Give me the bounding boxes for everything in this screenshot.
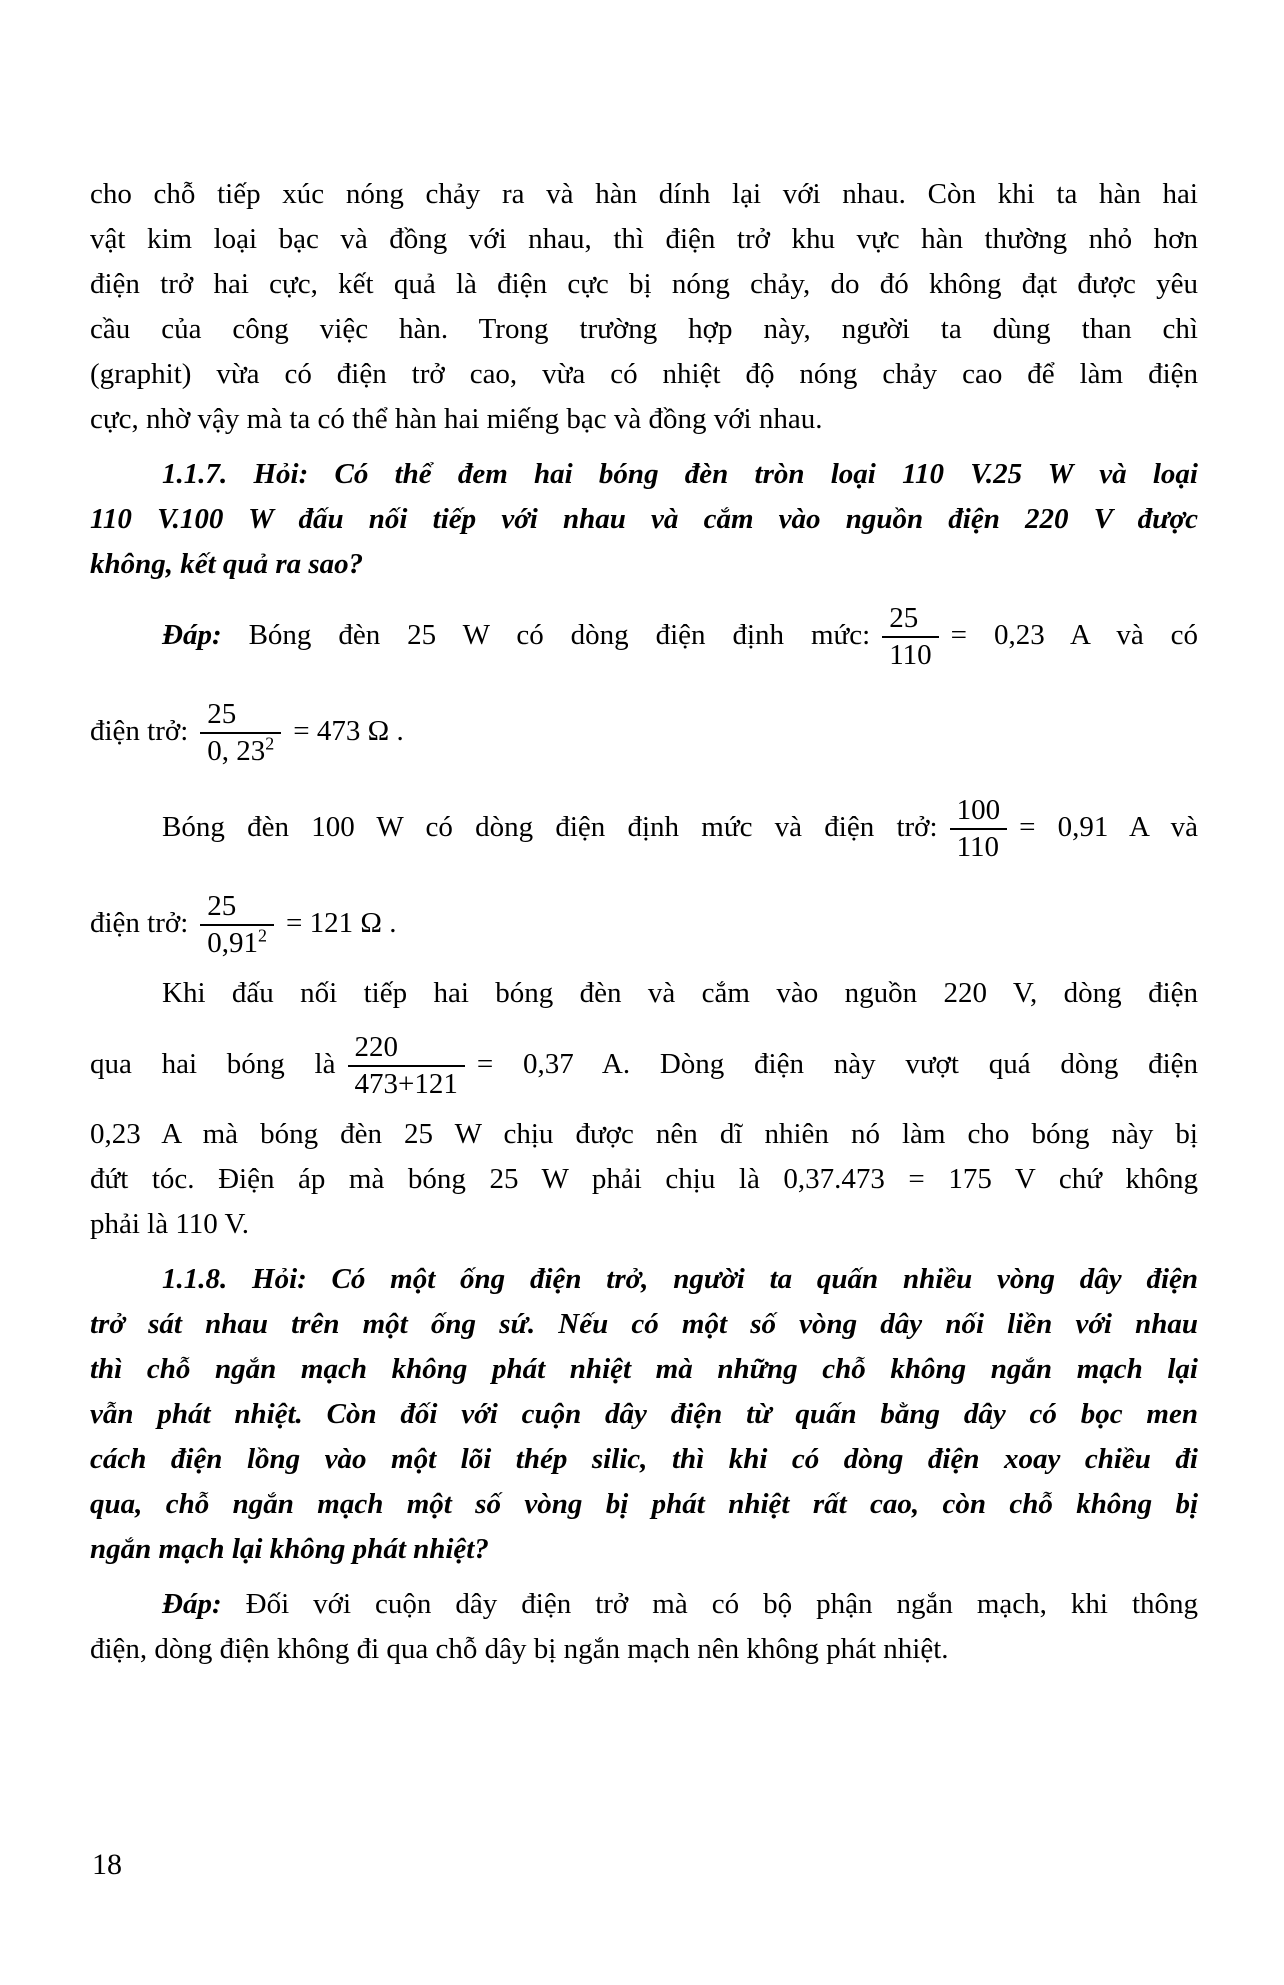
text-line: 0,23 A mà bóng đèn 25 W chịu được nên dĩ nhiên nó làm cho bóng này bị (90, 1118, 1198, 1150)
text-line: cho chỗ tiếp xúc nóng chảy ra và hàn dính lại với nhau. Còn khi ta hàn hai (90, 178, 1198, 210)
body-paragraph (90, 172, 1198, 442)
fraction (200, 697, 281, 769)
fraction-denominator: 473+121 (354, 1068, 458, 1101)
heading-line: trở sát nhau trên một ống sứ. Nếu có một số vòng dây nối liền với nhau (90, 1308, 1198, 1340)
formula-text: = 0,23 A và có (950, 619, 1199, 651)
fraction-denominator: 110 (956, 831, 999, 864)
text-line: cực, nhờ vậy mà ta có thể hàn hai miếng bạc và đồng với nhau. (90, 403, 823, 435)
heading-line: qua, chỗ ngắn mạch một số vòng bị phát nhiệt rất cao, còn chỗ không bị (90, 1488, 1198, 1520)
fraction-denominator-base: 0, 23 (207, 735, 266, 768)
heading-line: ngắn mạch lại không phát nhiệt? (90, 1533, 489, 1565)
question-1-1-7 (90, 452, 1198, 587)
fraction-denominator (200, 734, 281, 769)
fraction-denominator-exponent: 2 (258, 925, 268, 946)
formula-line (90, 875, 1198, 971)
formula-text: = 0,91 A và (1019, 811, 1198, 843)
page-number: 18 (92, 1848, 122, 1881)
question-1-1-8 (90, 1257, 1198, 1572)
text-line: điện trở hai cực, kết quả là điện cực bị nóng chảy, do đó không đạt được yêu (90, 268, 1198, 300)
fraction-denominator (200, 926, 274, 961)
text-line: vật kim loại bạc và đồng với nhau, thì điện trở khu vực hàn thường nhỏ hơn (90, 223, 1198, 255)
text-line: phải là 110 V. (90, 1208, 249, 1240)
fraction (348, 1030, 465, 1102)
fraction-numerator: 100 (950, 793, 1008, 830)
formula-text: điện trở: (90, 715, 189, 747)
text-line: (graphit) vừa có điện trở cao, vừa có nhiệt độ nóng chảy cao để làm điện (90, 358, 1198, 390)
formula-text: điện trở: (90, 907, 189, 939)
heading-line: 1.1.7. Hỏi: Có thể đem hai bóng đèn tròn loại 110 V.25 W và loại (162, 458, 1198, 490)
text-line: Khi đấu nối tiếp hai bóng đèn và cắm vào nguồn 220 V, dòng điện (162, 977, 1198, 1009)
fraction-denominator-base: 0,91 (207, 927, 259, 960)
answer-1-1-8 (90, 1582, 1198, 1672)
formula-text: qua hai bóng là (90, 1048, 336, 1080)
heading-line: thì chỗ ngắn mạch không phát nhiệt mà những chỗ không ngắn mạch lại (90, 1353, 1198, 1385)
fraction (200, 889, 274, 961)
fraction-numerator: 25 (200, 697, 281, 734)
text-line (90, 1582, 1198, 1627)
formula-text: Bóng đèn 100 W có dòng điện định mức và điện trở: (162, 811, 938, 843)
heading-line: 110 V.100 W đấu nối tiếp với nhau và cắm vào nguồn điện 220 V được (90, 503, 1198, 535)
formula-text: = 0,37 A. Dòng điện này vượt quá dòng điện (476, 1048, 1198, 1080)
fraction (882, 601, 938, 673)
fraction-numerator: 25 (200, 889, 274, 926)
text-line: cầu của công việc hàn. Trong trường hợp này, người ta dùng than chì (90, 313, 1198, 345)
fraction-denominator-exponent: 2 (265, 733, 275, 754)
answer-label: Đáp: (162, 1588, 222, 1620)
answer-label: Đáp: (162, 619, 222, 651)
formula-line (90, 683, 1198, 779)
formula-text: Bóng đèn 25 W có dòng điện định mức: (248, 619, 871, 651)
text-line: đứt tóc. Điện áp mà bóng 25 W phải chịu là 0,37.473 = 175 V chứ không (90, 1163, 1198, 1195)
heading-line: cách điện lồng vào một lõi thép silic, thì khi có dòng điện xoay chiều đi (90, 1443, 1198, 1475)
formula-line (90, 779, 1198, 875)
fraction-numerator: 25 (882, 601, 938, 638)
formula-line (90, 587, 1198, 683)
answer-text: Đối với cuộn dây điện trở mà có bộ phận ngắn mạch, khi thông (245, 1588, 1199, 1620)
answer-1-1-7 (90, 587, 1198, 1247)
heading-line: không, kết quả ra sao? (90, 548, 364, 580)
fraction (950, 793, 1008, 865)
text-block (90, 172, 1198, 1672)
heading-line: 1.1.8. Hỏi: Có một ống điện trở, người ta quấn nhiều vòng dây điện (162, 1263, 1198, 1295)
heading-line: vẫn phát nhiệt. Còn đối với cuộn dây điện từ quấn bằng dây có bọc men (90, 1398, 1198, 1430)
fraction-numerator: 220 (348, 1030, 465, 1067)
formula-line (90, 1016, 1198, 1112)
fraction-denominator: 110 (889, 639, 932, 672)
formula-text: = 121 Ω . (286, 907, 397, 939)
formula-text: = 473 Ω . (293, 715, 404, 747)
text-line: điện, dòng điện không đi qua chỗ dây bị ngắn mạch nên không phát nhiệt. (90, 1633, 949, 1665)
